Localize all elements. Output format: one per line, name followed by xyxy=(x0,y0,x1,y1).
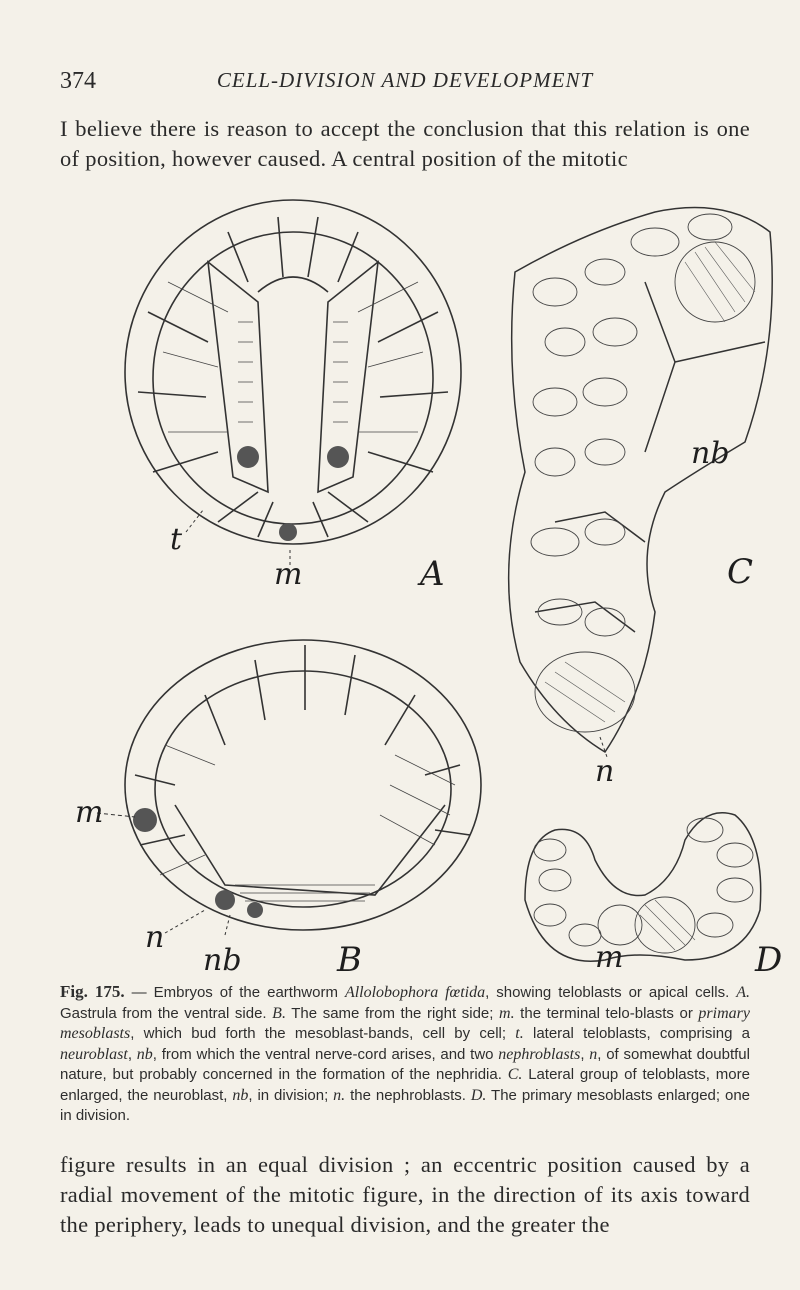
page-number: 374 xyxy=(60,68,96,94)
label-m-b: m xyxy=(75,795,104,830)
label-t: t xyxy=(170,522,183,557)
panel-letter-b: B xyxy=(337,940,362,980)
running-head: CELL-DIVISION AND DEVELOPMENT xyxy=(216,68,594,92)
label-nb-c: nb xyxy=(691,436,730,471)
paragraph-bottom: figure results in an equal division ; an eccentric position caused by a radial movement of the mitotic figure, in the direction of its axis toward the periphery, leads to unequal division, and the greater the xyxy=(60,1152,750,1237)
figure-panel-d xyxy=(505,800,785,980)
species-name: Allolobophora fœtida xyxy=(344,984,486,1001)
page-header xyxy=(60,68,750,98)
panel-letter-d: D xyxy=(755,940,783,980)
paragraph-top: I believe there is reason to accept the conclusion that this relation is one of position, however caused. A central position of the mitotic xyxy=(60,116,750,171)
primary-mesoblasts-illustration xyxy=(505,800,785,980)
gastrula-side-illustration xyxy=(75,635,485,985)
label-m: m xyxy=(274,557,303,592)
panel-letter-a: A xyxy=(420,554,445,594)
label-nb-b: nb xyxy=(203,943,242,978)
figure-panel-a xyxy=(108,192,488,612)
label-n-b: n xyxy=(145,920,165,955)
label-m-d: m xyxy=(595,940,624,975)
figure-caption: Fig. 175. — Embryos of the earthworm Allolobophora fœtida, showing teloblasts or apical cells. A. Gastrula from the ventral side. B. The same from the right side; m. the terminal telo-blasts or primary mesoblasts, which bud forth the mesoblast-bands, cell by cell; t. lateral teloblasts, comprising a neuroblast, nb, from which the ventral nerve-cord arises, and two nephroblasts, n, of somewhat doubtful nature, but probably concerned in the formation of the nephridia. C. Lateral group of teloblasts, more enlarged, the neuroblast, nb, in division; n. the nephroblasts. D. The primary mesoblasts enlarged; one in division. xyxy=(60,982,751,1124)
panel-letter-c: C xyxy=(727,552,754,592)
label-n-c: n xyxy=(595,754,615,789)
figure-panel-c xyxy=(495,192,785,789)
gastrula-illustration xyxy=(108,192,488,612)
figure-panel-b xyxy=(75,635,485,985)
figure-number: Fig. 175. xyxy=(60,982,125,1001)
lateral-teloblasts-illustration xyxy=(495,192,785,782)
